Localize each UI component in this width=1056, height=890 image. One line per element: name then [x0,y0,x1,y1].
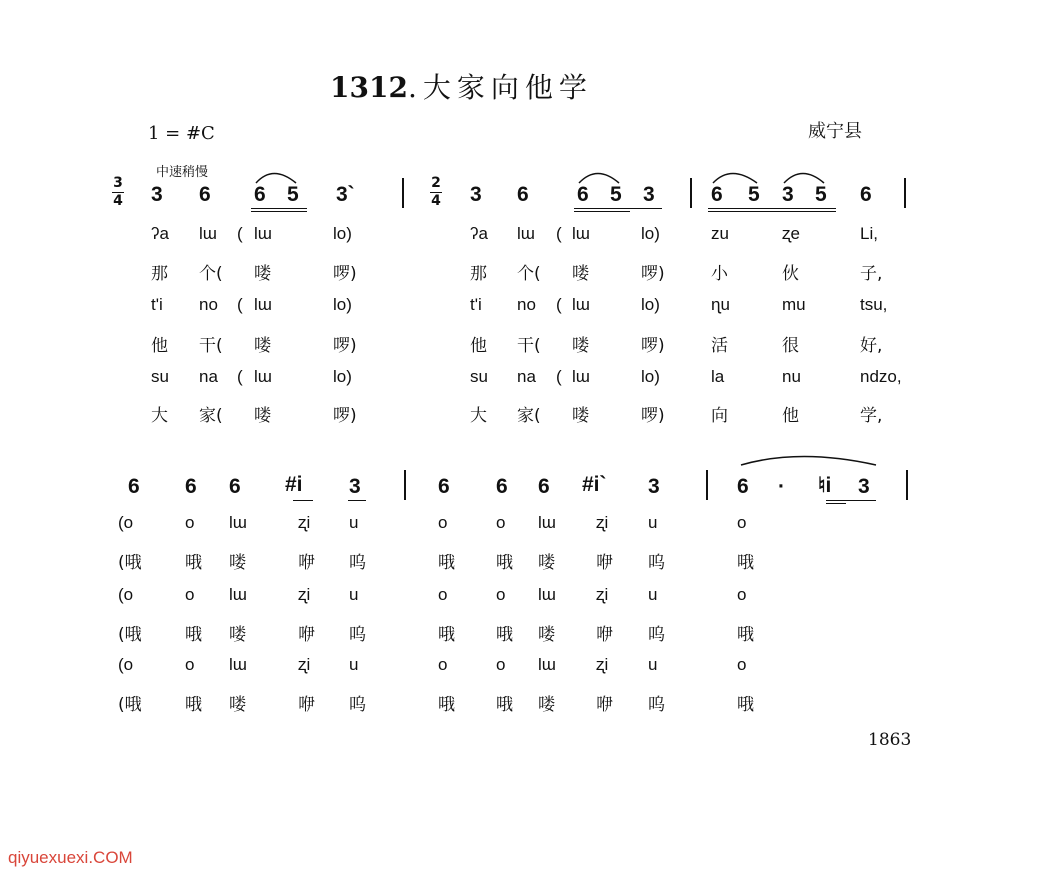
lyric-syllable: (o [118,585,134,604]
lyric-char: 呜 [648,553,665,573]
beam-line [348,500,366,501]
lyric-syllable: no [517,295,536,314]
lyric-syllable: lɯ [254,224,272,243]
lyric-syllable: su [151,367,169,386]
lyric-char: 那 [151,264,168,284]
note: 6 [185,475,197,498]
note: 5 [748,183,760,206]
note: 6 [577,183,589,206]
note: 6 [496,475,508,498]
note: #i [285,473,303,496]
lyric-syllable: ndzo, [860,367,902,386]
note: 3 [349,475,361,498]
lyric-syllable: ( [556,295,562,314]
lyric-syllable: lɯ [199,224,217,243]
lyric-char: (哦 [118,625,142,645]
note: 5 [287,183,299,206]
lyric-char: 向 [711,406,728,426]
lyric-syllable: o [737,513,747,532]
lyric-char: 喽 [229,625,246,645]
lyric-char: 他 [782,406,799,426]
lyric-syllable: o [438,655,448,674]
lyric-char: 哦 [737,695,754,715]
lyric-char: 喽 [572,406,589,426]
lyric-char: 呜 [349,553,366,573]
lyric-char: 哦 [496,695,513,715]
lyric-char: 咿 [596,695,613,715]
watermark: qiyuexuexi.COM [8,848,133,867]
lyric-char: 喽 [254,406,271,426]
region-label: 威宁县 [808,121,862,142]
lyric-syllable: (o [118,655,134,674]
lyric-char: 咿 [596,625,613,645]
lyric-char: 个( [199,264,223,284]
lyric-char: 啰) [333,336,357,356]
lyric-syllable: ʐi [596,655,609,674]
slur [713,174,757,184]
lyric-char: 好, [860,336,883,356]
lyric-char: 那 [470,264,487,284]
note: 6 [229,475,241,498]
lyric-syllable: t'i [470,295,482,314]
lyric-syllable: nu [782,367,801,386]
lyric-char: 咿 [298,695,315,715]
lyric-syllable: Li, [860,224,878,243]
lyric-syllable: no [199,295,218,314]
lyric-char: 喽 [229,695,246,715]
lyric-char: 子, [860,264,883,284]
lyric-char: 哦 [185,695,202,715]
lyric-syllable: ʐi [596,585,609,604]
lyric-syllable: ʐi [298,513,311,532]
note: 6 [517,183,529,206]
lyric-char: 哦 [496,553,513,573]
lyric-char: 呜 [648,625,665,645]
lyric-syllable: o [438,513,448,532]
lyric-syllable: lɯ [229,513,247,532]
lyric-syllable: ( [237,367,243,386]
lyric-char: 呜 [349,625,366,645]
lyric-char: 小 [711,264,728,284]
note: 6 [860,183,872,206]
beam-line [826,500,876,501]
time-sig-top: 3 [113,175,123,191]
time-sig-bottom: 4 [113,193,123,209]
lyric-char: 伙 [782,264,799,284]
lyric-syllable: lɯ [572,295,590,314]
note: 6 [438,475,450,498]
note: 3 [151,183,163,206]
lyric-syllable: lɯ [517,224,535,243]
lyric-char: 活 [711,336,728,356]
lyric-syllable: ( [556,367,562,386]
lyric-syllable: lɯ [538,513,556,532]
lyric-char: 哦 [438,625,455,645]
lyric-syllable: ʔa [151,224,169,243]
lyric-char: 哦 [185,553,202,573]
note: 3 [648,475,660,498]
lyric-syllable: (o [118,513,134,532]
lyric-char: 喽 [254,264,271,284]
lyric-syllable: t'i [151,295,163,314]
song-number: 1312 [330,71,408,104]
lyric-char: 哦 [438,553,455,573]
lyric-syllable: na [517,367,536,386]
lyric-syllable: ʐi [596,513,609,532]
slur [579,174,619,184]
lyric-char: 喽 [572,264,589,284]
lyric-syllable: ʐi [298,655,311,674]
lyric-char: 很 [782,336,799,356]
lyric-char: 喽 [538,625,555,645]
slur [784,174,824,184]
beam-line [826,503,846,504]
lyric-char: (哦 [118,553,142,573]
lyric-syllable: u [349,655,359,674]
lyric-char: 哦 [737,553,754,573]
title-dot: . [407,71,423,104]
note: 6 [128,475,140,498]
lyric-syllable: lɯ [572,367,590,386]
song-title-text: 大家向他学 [422,71,593,104]
lyric-syllable: zu [711,224,729,243]
note: 6 [711,183,723,206]
note: 5 [815,183,827,206]
note: ♮i [818,474,832,497]
lyric-syllable: lɯ [229,655,247,674]
lyric-syllable: lo) [641,367,660,386]
note: 3 [643,183,655,206]
lyric-char: 哦 [737,625,754,645]
lyric-syllable: tsu, [860,295,888,314]
page-number: 1863 [868,730,912,750]
bar-line [706,470,708,500]
time-sig-top: 2 [431,175,441,191]
lyric-char: 呜 [648,695,665,715]
lyric-syllable: lɯ [538,585,556,604]
lyric-syllable: lɯ [254,367,272,386]
lyric-syllable: u [648,655,658,674]
note: #i` [582,473,607,496]
lyric-syllable: o [496,585,506,604]
lyric-syllable: o [496,655,506,674]
lyric-char: 干( [199,336,223,356]
lyric-char: 啰) [641,406,665,426]
lyric-syllable: u [349,513,359,532]
lyric-char: 干( [517,336,541,356]
note: 5 [610,183,622,206]
lyric-char: 他 [470,336,487,356]
lyric-syllable: lɯ [254,295,272,314]
lyric-syllable: lɯ [538,655,556,674]
lyric-syllable: ( [237,224,243,243]
slur [256,174,296,184]
key-signature: 1 = #C [148,123,215,144]
lyric-char: 家( [517,406,541,426]
lyric-syllable: lo) [333,295,352,314]
lyric-char: 呜 [349,695,366,715]
lyric-syllable: u [648,585,658,604]
lyric-char: (哦 [118,695,142,715]
lyric-char: 他 [151,336,168,356]
lyric-char: 咿 [298,553,315,573]
note: 6 [199,183,211,206]
lyric-syllable: na [199,367,218,386]
lyric-syllable: la [711,367,725,386]
tempo-marking: 中速稍慢 [156,165,209,180]
lyric-syllable: lɯ [229,585,247,604]
bar-line [906,470,908,500]
lyric-char: 啰) [333,406,357,426]
lyric-syllable: lo) [333,224,352,243]
lyric-syllable: lo) [333,367,352,386]
lyric-syllable: u [648,513,658,532]
lyric-char: 喽 [229,553,246,573]
lyric-syllable: ( [556,224,562,243]
lyric-syllable: o [438,585,448,604]
lyric-char: 啰) [333,264,357,284]
lyric-syllable: lo) [641,295,660,314]
note: 6 [254,183,266,206]
lyric-syllable: o [185,655,195,674]
lyric-syllable: lo) [641,224,660,243]
lyric-syllable: mu [782,295,806,314]
lyric-char: 喽 [572,336,589,356]
lyric-syllable: ʔa [470,224,488,243]
lyric-char: 啰) [641,264,665,284]
note: 6 [538,475,550,498]
note: 3 [782,183,794,206]
lyric-char: 喽 [538,553,555,573]
lyric-char: 大 [470,406,487,426]
lyric-syllable: ʐi [298,585,311,604]
bar-line [404,470,406,500]
lyric-syllable: u [349,585,359,604]
time-sig-bottom: 4 [431,193,441,209]
lyric-char: 咿 [596,553,613,573]
lyric-char: 大 [151,406,168,426]
lyric-char: 喽 [254,336,271,356]
lyric-syllable: o [737,655,747,674]
beam-line [293,500,313,501]
lyric-syllable: ɳu [711,295,730,314]
lyric-char: 喽 [538,695,555,715]
lyric-char: 哦 [185,625,202,645]
note: 6 [737,475,749,498]
slur [741,457,876,466]
lyric-char: 咿 [298,625,315,645]
lyric-syllable: ( [237,295,243,314]
lyric-char: 个( [517,264,541,284]
lyric-syllable: su [470,367,488,386]
note: 3 [470,183,482,206]
lyric-char: 啰) [641,336,665,356]
lyric-char: 学, [860,406,883,426]
lyric-char: 哦 [496,625,513,645]
note: · [778,475,785,498]
lyric-syllable: o [737,585,747,604]
lyric-syllable: o [496,513,506,532]
lyric-char: 家( [199,406,223,426]
lyric-syllable: ʐe [782,224,800,243]
lyric-syllable: o [185,513,195,532]
note: 3 [858,475,870,498]
lyric-char: 哦 [438,695,455,715]
lyric-syllable: o [185,585,195,604]
note: 3` [336,183,355,206]
lyric-syllable: lɯ [572,224,590,243]
